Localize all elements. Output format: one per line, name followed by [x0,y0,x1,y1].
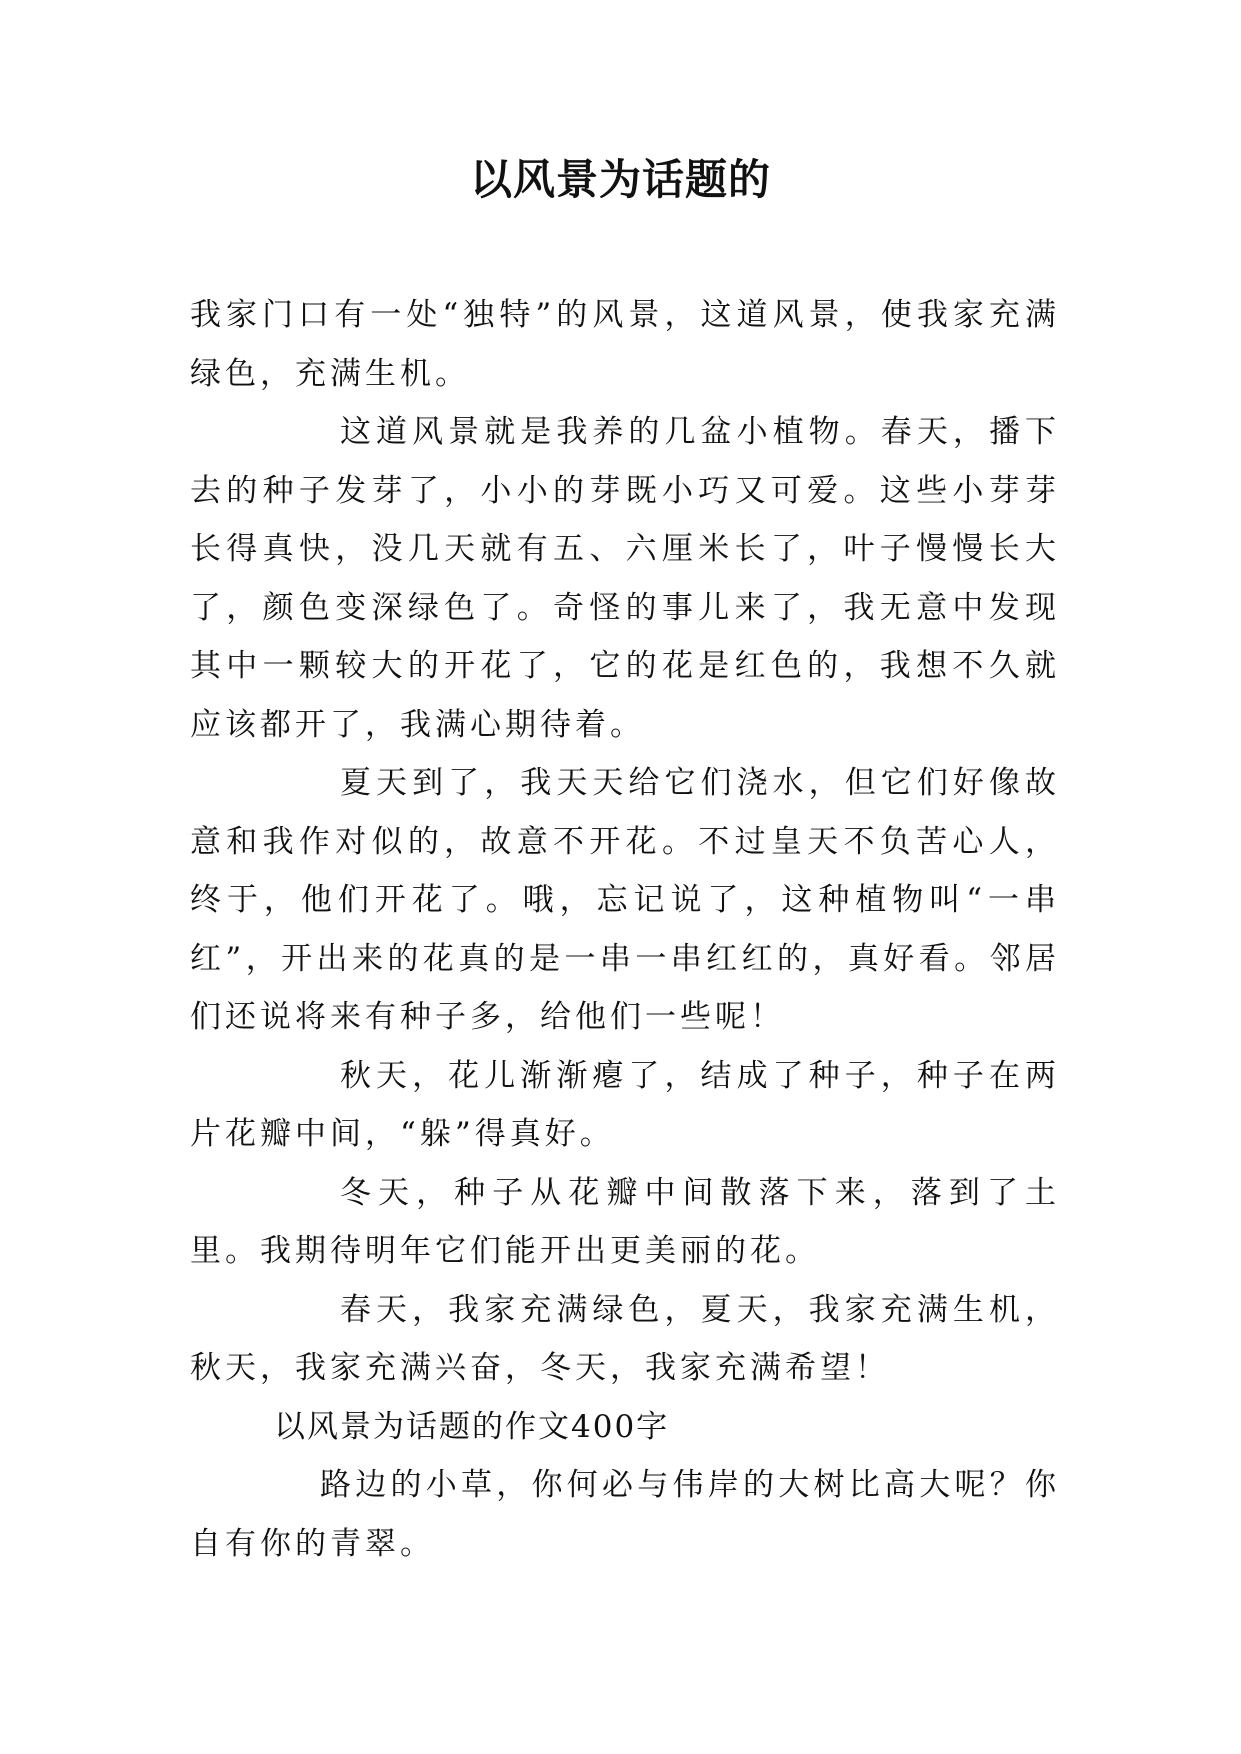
document-body [190,286,1060,1573]
paragraph-7: 路边的小草，你何必与伟岸的大树比高大呢？你自有你的青翠。 [190,1467,1060,1562]
paragraph-6: 春天，我家充满绿色，夏天，我家充满生机，秋天，我家充满兴奋，冬天，我家充满希望！ [190,1291,1060,1386]
paragraph-2: 这道风景就是我养的几盆小植物。春天，播下去的种子发芽了，小小的芽既小巧又可爱。这些小芽芽长得真快，没几天就有五、六厘米长了，叶子慢慢长大了，颜色变深绿色了。奇怪的事儿来了，我无意中发现其中一颗较大的开花了，它的花是红色的，我想不久就应该都开了，我满心期待着。 [190,414,1060,743]
paragraph-1: 我家门口有一处“独特”的风景，这道风景，使我家充满绿色，充满生机。 [190,297,1060,392]
document-title: 以风景为话题的 [469,155,771,204]
paragraph-4: 秋天，花儿渐渐瘪了，结成了种子，种子在两片花瓣中间，“躲”得真好。 [190,1057,1060,1152]
paragraph-3: 夏天到了，我天天给它们浇水，但它们好像故意和我作对似的，故意不开花。不过皇天不负苦心人，终于，他们开花了。哦，忘记说了，这种植物叫“一串红”，开出来的花真的是一串一串红红的，真好看。邻居们还说将来有种子多，给他们一些呢！ [190,765,1060,1035]
essay-subtitle: 以风景为话题的作文400字 [274,1408,670,1445]
paragraph-5: 冬天，种子从花瓣中间散落下来，落到了土里。我期待明年它们能开出更美丽的花。 [190,1174,1060,1269]
